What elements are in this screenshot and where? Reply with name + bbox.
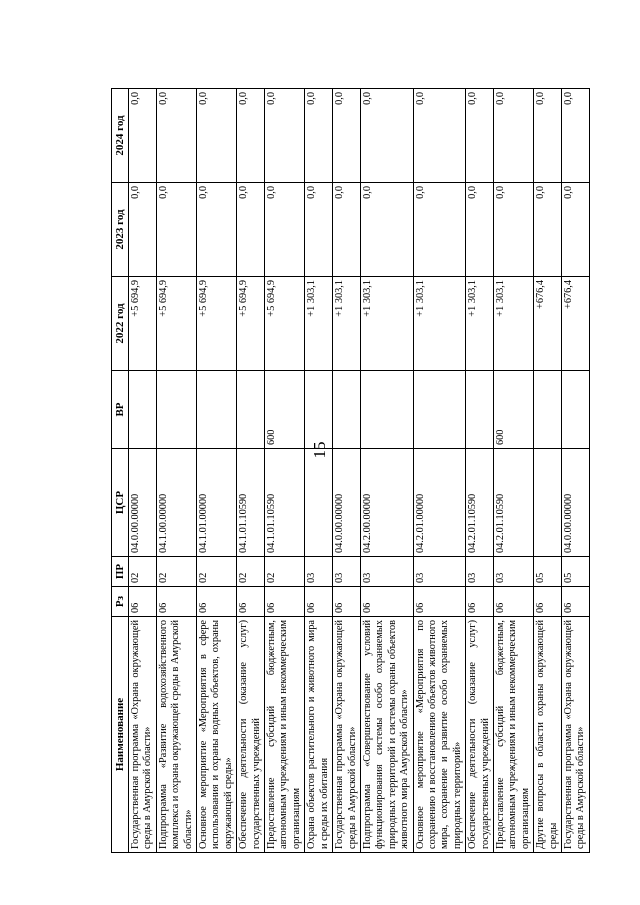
cell-vr xyxy=(465,370,493,448)
cell-2024: 0,0 xyxy=(360,88,413,182)
cell-pr: 03 xyxy=(304,556,332,586)
table-header-row xyxy=(111,88,128,852)
cell-rz: 06 xyxy=(264,586,304,616)
cell-name: Государственная программа «Охрана окружающей среды в Амурской области» xyxy=(561,616,589,852)
table-row xyxy=(561,88,589,852)
cell-rz: 06 xyxy=(413,586,466,616)
header-csr: ЦСР xyxy=(111,448,128,556)
cell-csr: 04.2.01.10590 xyxy=(493,448,533,556)
table-row xyxy=(332,88,360,852)
cell-csr xyxy=(304,448,332,556)
cell-2022: +1 303,1 xyxy=(465,276,493,370)
cell-name: Охрана объектов растительного и животного мира и среды их обитания xyxy=(304,616,332,852)
header-2024: 2024 год xyxy=(111,88,128,182)
cell-csr: 04.2.00.00000 xyxy=(360,448,413,556)
cell-2022: +676,4 xyxy=(533,276,561,370)
cell-rz: 06 xyxy=(561,586,589,616)
cell-vr xyxy=(236,370,264,448)
cell-2022: +5 694,9 xyxy=(236,276,264,370)
cell-name: Подпрограмма «Развитие водохозяйственного комплекса и охрана окружающей среды в Амурской области» xyxy=(156,616,196,852)
header-name: Наименование xyxy=(111,616,128,852)
cell-2023: 0,0 xyxy=(465,182,493,276)
cell-2024: 0,0 xyxy=(264,88,304,182)
cell-vr xyxy=(156,370,196,448)
cell-rz: 06 xyxy=(128,586,156,616)
cell-2024: 0,0 xyxy=(236,88,264,182)
cell-rz: 06 xyxy=(304,586,332,616)
cell-pr: 02 xyxy=(128,556,156,586)
cell-2022: +1 303,1 xyxy=(360,276,413,370)
cell-rz: 06 xyxy=(493,586,533,616)
cell-2023: 0,0 xyxy=(264,182,304,276)
cell-pr: 03 xyxy=(465,556,493,586)
cell-csr: 04.1.00.00000 xyxy=(156,448,196,556)
cell-name: Предоставление субсидий бюджетным, автономным учреждениям и иным некоммерческим организациям xyxy=(493,616,533,852)
cell-pr: 03 xyxy=(332,556,360,586)
table-row xyxy=(493,88,533,852)
header-2023: 2023 год xyxy=(111,182,128,276)
cell-vr xyxy=(304,370,332,448)
cell-name: Предоставление субсидий бюджетным, автономным учреждениям и иным некоммерческим организациям xyxy=(264,616,304,852)
cell-name: Государственная программа «Охрана окружающей среды в Амурской области» xyxy=(128,616,156,852)
cell-name: Подпрограмма «Совершенствование условий функционирования системы особо охраняемых природных территорий и системы охраны объектов животного мира Амурской области» xyxy=(360,616,413,852)
cell-csr: 04.0.00.00000 xyxy=(332,448,360,556)
table-row xyxy=(236,88,264,852)
table-row xyxy=(128,88,156,852)
header-rz: Рз xyxy=(111,586,128,616)
cell-2023: 0,0 xyxy=(332,182,360,276)
cell-2023: 0,0 xyxy=(156,182,196,276)
cell-vr xyxy=(360,370,413,448)
cell-pr: 05 xyxy=(561,556,589,586)
cell-2023: 0,0 xyxy=(236,182,264,276)
table-row xyxy=(304,88,332,852)
cell-vr xyxy=(196,370,236,448)
cell-name: Основное мероприятие «Мероприятия по сохранению и восстановлению объектов животного мира, сохранение и развитие особо охраняемых природных территорий» xyxy=(413,616,466,852)
table-row xyxy=(156,88,196,852)
cell-rz: 06 xyxy=(533,586,561,616)
cell-csr xyxy=(533,448,561,556)
cell-name: Государственная программа «Охрана окружающей среды в Амурской области» xyxy=(332,616,360,852)
cell-2022: +5 694,9 xyxy=(196,276,236,370)
cell-vr xyxy=(533,370,561,448)
cell-vr xyxy=(128,370,156,448)
cell-pr: 03 xyxy=(360,556,413,586)
cell-pr: 02 xyxy=(236,556,264,586)
cell-pr: 02 xyxy=(264,556,304,586)
cell-2023: 0,0 xyxy=(533,182,561,276)
cell-2022: +5 694,9 xyxy=(156,276,196,370)
cell-name: Обеспечение деятельности (оказание услуг) государственных учреждений xyxy=(236,616,264,852)
cell-csr: 04.1.01.00000 xyxy=(196,448,236,556)
cell-2022: +676,4 xyxy=(561,276,589,370)
budget-table xyxy=(111,88,590,853)
cell-name: Обеспечение деятельности (оказание услуг) государственных учреждений xyxy=(465,616,493,852)
cell-2024: 0,0 xyxy=(332,88,360,182)
cell-vr xyxy=(413,370,466,448)
table-row xyxy=(196,88,236,852)
cell-pr: 02 xyxy=(156,556,196,586)
cell-2023: 0,0 xyxy=(128,182,156,276)
cell-pr: 02 xyxy=(196,556,236,586)
cell-rz: 06 xyxy=(156,586,196,616)
cell-2022: +1 303,1 xyxy=(304,276,332,370)
header-vr: ВР xyxy=(111,370,128,448)
cell-rz: 06 xyxy=(332,586,360,616)
cell-2023: 0,0 xyxy=(304,182,332,276)
page-number: 15 xyxy=(310,441,329,459)
cell-2024: 0,0 xyxy=(465,88,493,182)
table-row xyxy=(465,88,493,852)
cell-vr xyxy=(561,370,589,448)
cell-2022: +1 303,1 xyxy=(493,276,533,370)
cell-2022: +1 303,1 xyxy=(332,276,360,370)
cell-2022: +5 694,9 xyxy=(264,276,304,370)
table-row xyxy=(413,88,466,852)
cell-csr: 04.0.00.00000 xyxy=(128,448,156,556)
cell-2023: 0,0 xyxy=(413,182,466,276)
cell-csr: 04.1.01.10590 xyxy=(264,448,304,556)
cell-2023: 0,0 xyxy=(196,182,236,276)
header-pr: ПР xyxy=(111,556,128,586)
cell-2022: +5 694,9 xyxy=(128,276,156,370)
table-row xyxy=(360,88,413,852)
cell-2024: 0,0 xyxy=(413,88,466,182)
cell-name: Основное мероприятие «Мероприятия в сфере использования и охраны водных объектов, охраны окружающей среды» xyxy=(196,616,236,852)
cell-vr: 600 xyxy=(493,370,533,448)
cell-csr: 04.2.01.10590 xyxy=(465,448,493,556)
cell-2024: 0,0 xyxy=(156,88,196,182)
cell-rz: 06 xyxy=(465,586,493,616)
cell-2023: 0,0 xyxy=(561,182,589,276)
cell-2024: 0,0 xyxy=(304,88,332,182)
header-2022: 2022 год xyxy=(111,276,128,370)
cell-name: Другие вопросы в области охраны окружающей среды xyxy=(533,616,561,852)
cell-2024: 0,0 xyxy=(128,88,156,182)
cell-pr: 03 xyxy=(493,556,533,586)
cell-2024: 0,0 xyxy=(493,88,533,182)
table-row xyxy=(533,88,561,852)
cell-vr: 600 xyxy=(264,370,304,448)
cell-2023: 0,0 xyxy=(493,182,533,276)
cell-2023: 0,0 xyxy=(360,182,413,276)
cell-vr xyxy=(332,370,360,448)
rotated-table-area xyxy=(111,88,640,853)
cell-rz: 06 xyxy=(236,586,264,616)
cell-2022: +1 303,1 xyxy=(413,276,466,370)
cell-2024: 0,0 xyxy=(561,88,589,182)
cell-2024: 0,0 xyxy=(196,88,236,182)
cell-csr: 04.1.01.10590 xyxy=(236,448,264,556)
cell-csr: 04.2.01.00000 xyxy=(413,448,466,556)
table-row xyxy=(264,88,304,852)
cell-pr: 05 xyxy=(533,556,561,586)
cell-pr: 03 xyxy=(413,556,466,586)
cell-rz: 06 xyxy=(196,586,236,616)
cell-rz: 06 xyxy=(360,586,413,616)
cell-csr: 04.0.00.00000 xyxy=(561,448,589,556)
cell-2024: 0,0 xyxy=(533,88,561,182)
